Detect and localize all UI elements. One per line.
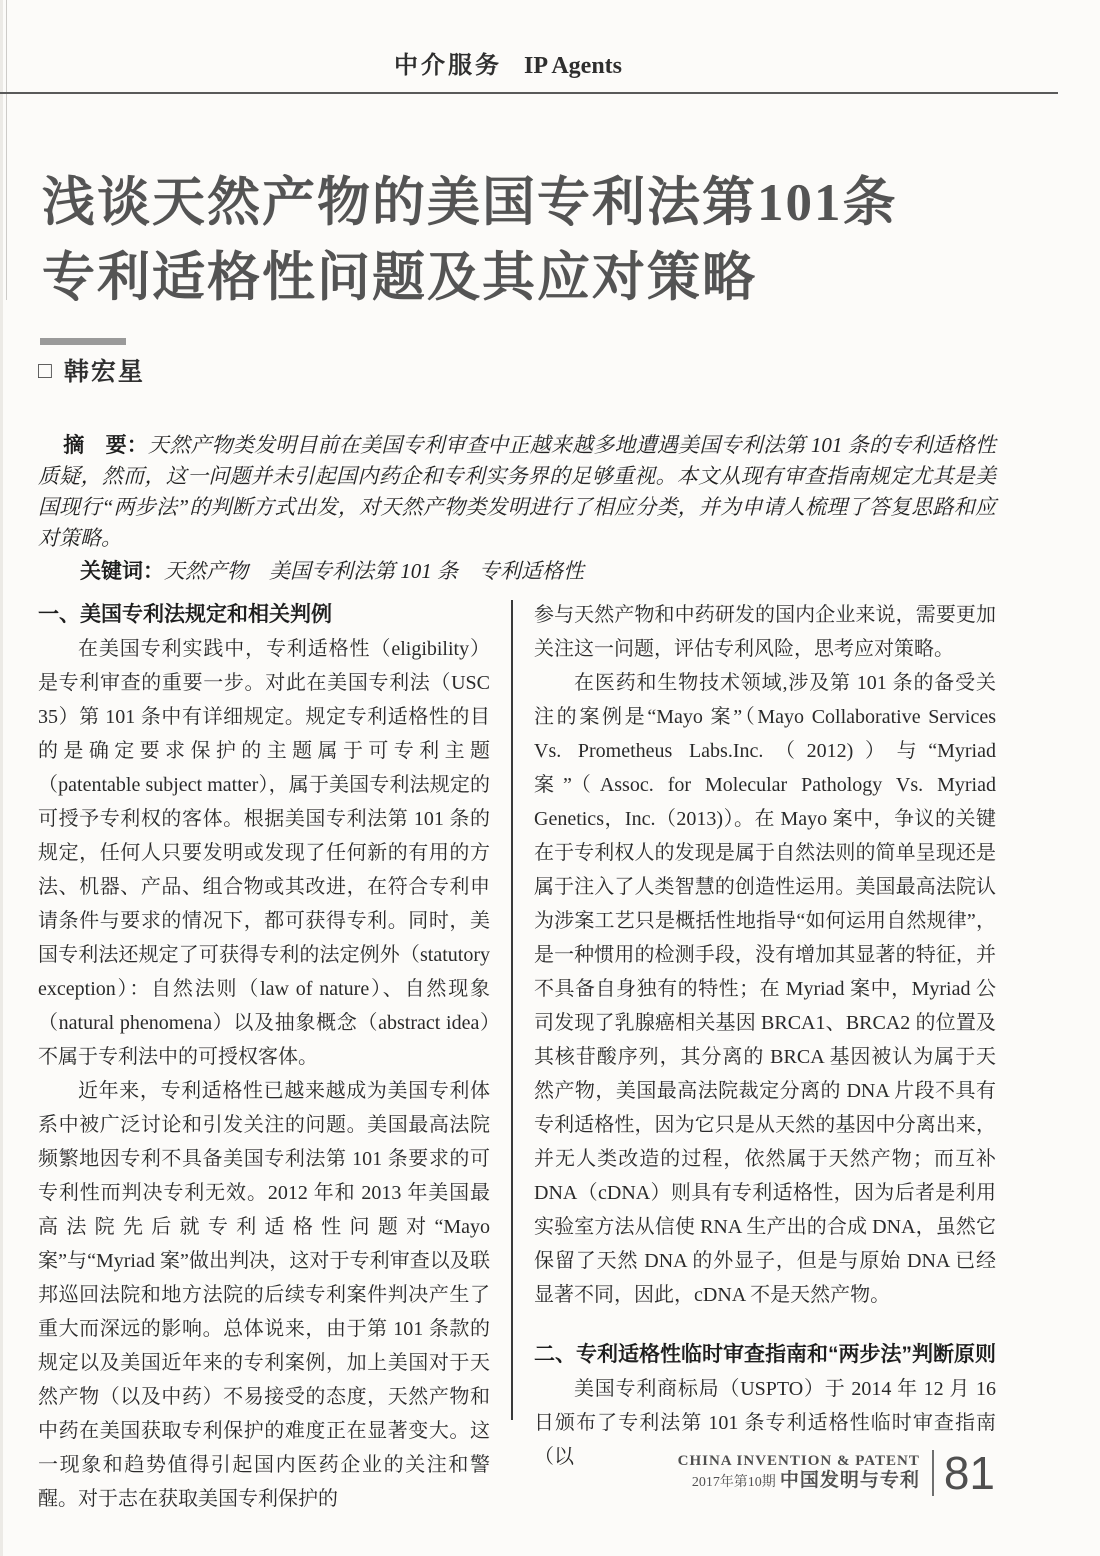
author-name: 韩宏星 — [63, 358, 145, 386]
footer-divider-rule — [932, 1450, 934, 1496]
footer-issue-line — [678, 1470, 920, 1494]
column-category-cn: 中介服务 — [393, 52, 502, 79]
article-title — [42, 166, 898, 316]
footer-journal-name-cn: 中国发明与专利 — [779, 1470, 920, 1491]
section2-paragraph-1: 美国专利商标局（USPTO）于 2014 年 12 月 16 日颁布了专利法第 101 条专利适格性临时审查指南（以 — [534, 1378, 996, 1468]
author-line — [38, 352, 145, 388]
page-number: 81 — [943, 1447, 995, 1499]
section1-paragraph-3: 在医药和生物技术领域,涉及第 101 条的备受关注的案例是“Mayo 案”（Mayo Collaborative Services Vs. Prometheus Labs.Inc.（2012)）与“Myriad 案”（Assoc. for Molecular Pathology Vs. Myriad Genetics，Inc.（2013)）。在 Mayo 案中，争议的关键在于专利权人的发现是属于自然法则的简单呈现还是属于注入了人类智慧的创造性运用。美国最高法院认为涉案工艺只是概括性地指导“如何运用自然规律”，是一种惯用的检测手段，没有增加其显著的特征，并不具备自身独有的特性；在 Myriad 案中，Myriad 公司发现了乳腺癌相关基因 BRCA1、BRCA2 的位置及其核苷酸序列，其分离的 BRCA 基因被认为属于天然产物，美国最高法院裁定分离的 DNA 片段不具有专利适格性，因为它只是从天然的基因中分离出来，并无人类改造的过程，依然属于天然产物；而互补 DNA（cDNA）则具有专利适格性，因为后者是利用实验室方法从信使 RNA 生产出的合成 DNA，虽然它保留了天然 DNA 的外显子，但是与原始 DNA 已经显著不同，因此，cDNA 不是天然产物。 — [534, 672, 996, 1306]
right-column — [534, 598, 996, 1516]
section1-paragraph-1: 在美国专利实践中，专利适格性（eligibility）是专利审查的重要一步。对此在美国专利法（USC 35）第 101 条中有详细规定。规定专利适格性的目的是确定要求保护的主题属于可专利主题（patentable subject matter），属于美国专利法规定的可授予专利权的客体。根据美国专利法第 101 条的规定，任何人只要发明或发现了任何新的有用的方法、机器、产品、组合物或其改进，在符合专利申请条件与要求的情况下，都可获得专利。同时，美国专利法还规定了可获得专利的法定例外（statutory exception）：自然法则（law of nature）、自然现象（natural phenomena）以及抽象概念（abstract idea）不属于专利法中的可授权客体。 — [38, 638, 490, 1068]
abstract-label: 摘 要： — [63, 434, 149, 457]
section1-paragraph-2-continued: 参与天然产物和中药研发的国内企业来说，需要更加关注这一问题，评估专利风险，思考应对策略。 — [534, 604, 996, 660]
article-title-line1: 浅谈天然产物的美国专利法第101条 — [42, 174, 898, 232]
section1-paragraph-2: 近年来，专利适格性已越来越成为美国专利体系中被广泛讨论和引发关注的问题。美国最高法院频繁地因专利不具备美国专利法第 101 条要求的可专利性而判决专利无效。2012 年和 2013 年美国最高法院先后就专利适格性问题对“Mayo 案”与“Myriad 案”做出判决，这对于专利审查以及联邦巡回法院和地方法院的后续专利案件判决产生了重大而深远的影响。总体说来，由于第 101 条款的规定以及美国近年来的专利案例，加上美国对于天然产物（以及中药）不易接受的态度，天然产物和中药在美国获取专利保护的难度正在显著变大。这一现象和趋势值得引起国内医药企业的关注和警醒。对于志在获取美国专利保护的 — [38, 1080, 490, 1510]
keywords-text: 天然产物 美国专利法第 101 条 专利适格性 — [164, 559, 584, 583]
footer-journal-name-en: CHINA INVENTION & PATENT — [677, 1453, 920, 1469]
page-header — [0, 0, 1058, 94]
footer-issue: 2017年第10期 — [691, 1475, 776, 1490]
section1-heading: 一、美国专利法规定和相关判例 — [38, 603, 332, 626]
column-category-en: IP Agents — [523, 53, 622, 79]
body-columns — [38, 598, 996, 1516]
keywords-label: 关键词： — [80, 560, 164, 583]
abstract-block — [38, 430, 996, 587]
author-rule — [40, 338, 126, 345]
page-footer — [677, 1447, 995, 1499]
author-square-icon: □ — [38, 356, 54, 383]
footer-journal-info — [678, 1452, 920, 1494]
keywords-line — [38, 556, 996, 587]
article-title-line2: 专利适格性问题及其应对策略 — [42, 249, 757, 307]
abstract-paragraph — [38, 430, 996, 554]
section2-heading: 二、专利适格性临时审查指南和“两步法”判断原则 — [534, 1343, 996, 1366]
scan-edge-artifact — [0, 0, 3, 1556]
left-column — [38, 598, 490, 1516]
abstract-text: 天然产物类发明目前在美国专利审查中正越来越多地遭遇美国专利法第 101 条的专利适格性质疑，然而，这一问题并未引起国内药企和专利实务界的足够重视。本文从现有审查指南规定尤其是美国现行“两步法”的判断方式出发，对天然产物类发明进行了相应分类，并为申请人梳理了答复思路和应对策略。 — [38, 433, 997, 550]
column-divider-rule — [511, 600, 513, 1420]
